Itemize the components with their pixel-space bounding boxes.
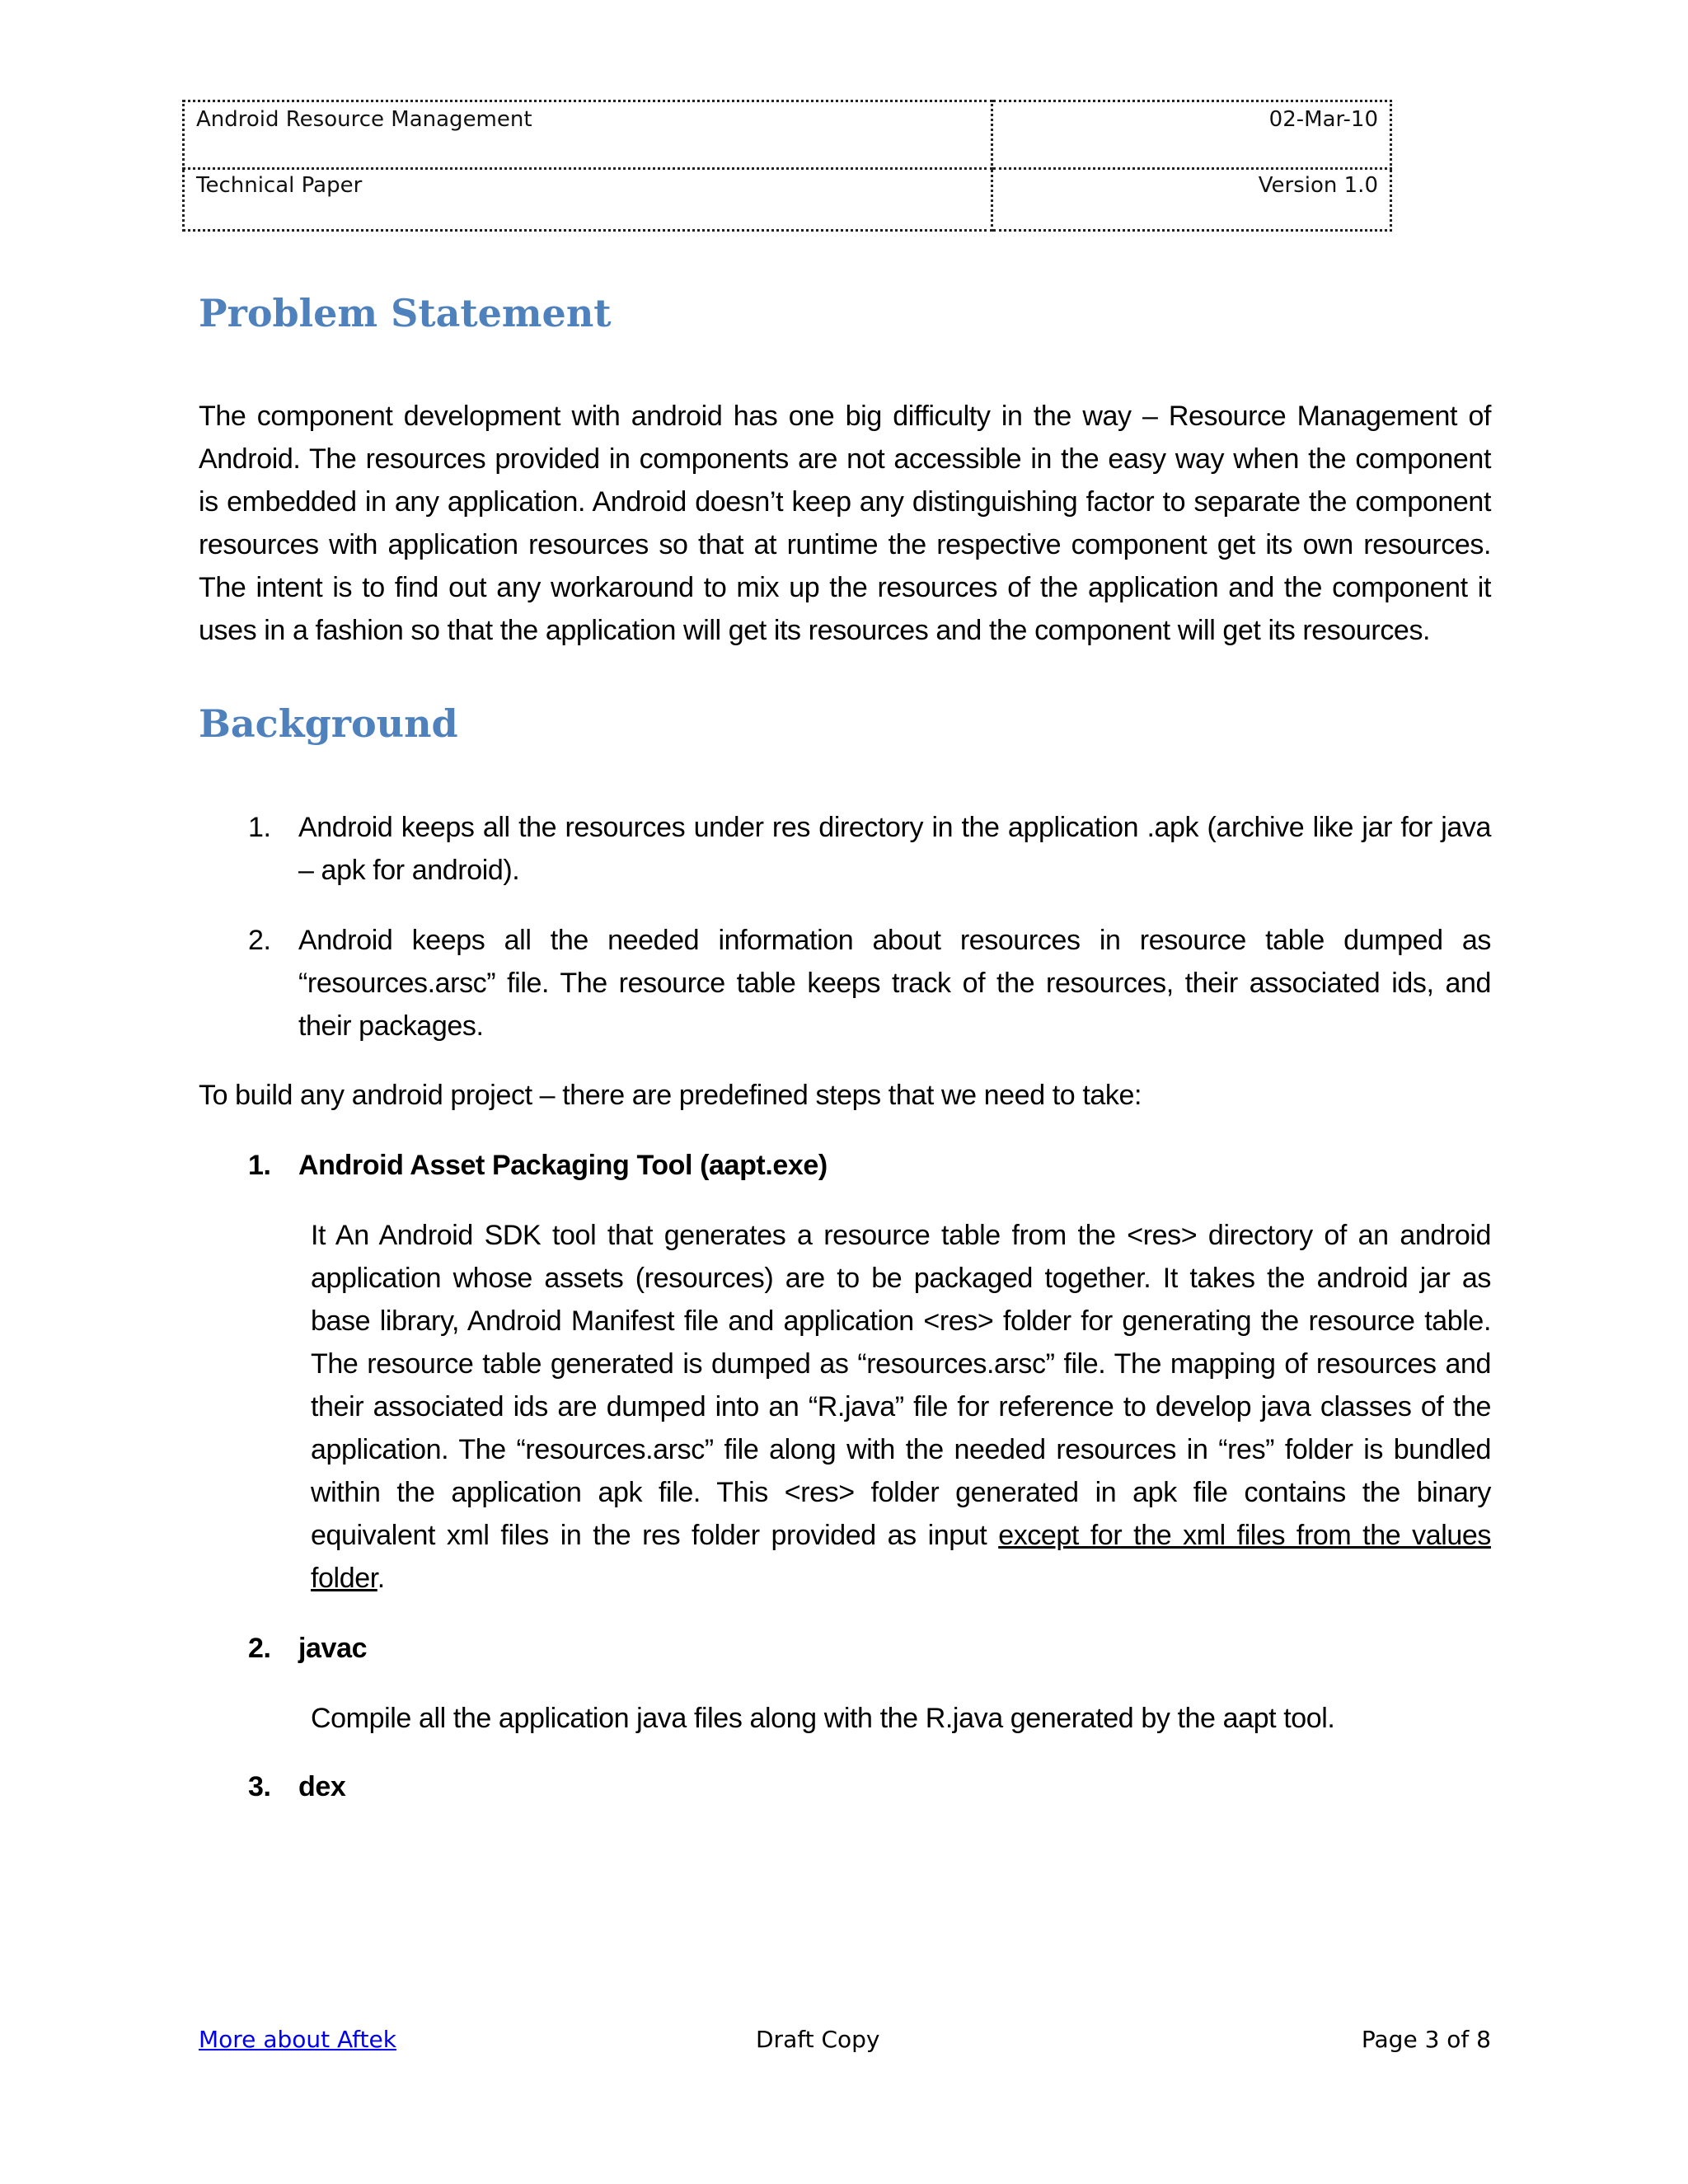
header-doc-type: Technical Paper	[184, 169, 992, 231]
step-title	[199, 1627, 1491, 1670]
list-item	[199, 806, 1491, 892]
document-header-table	[182, 100, 1392, 232]
step-title-text: Android Asset Packaging Tool (aapt.exe)	[298, 1150, 828, 1181]
step-number: 2.	[248, 1633, 271, 1664]
step-description	[199, 1214, 1491, 1600]
step-title-text: javac	[298, 1633, 368, 1664]
header-title: Android Resource Management	[184, 101, 992, 169]
step-title	[199, 1144, 1491, 1187]
footer-page-number: Page 3 of 8	[1361, 2026, 1491, 2053]
problem-statement-paragraph: The component development with android has one big difficulty in the way – Resource Management of Android. The resources provided in components are not accessible in the easy way when the component is embedded in any application. Android doesn’t keep any distinguishing factor to separate the component resources with application resources so that at runtime the respective component get its own resources. The intent is to find out any workaround to mix up the resources of the application and the component it uses in a fashion so that the application will get its resources and the component will get its resources.	[199, 401, 1491, 646]
list-item-number: 1.	[248, 812, 271, 843]
step-description-text: It An Android SDK tool that generates a resource table from the <res> directory of an android application whose assets (resources) are to be packaged together. It takes the android jar as base library, Android Manifest file and application <res> folder for generating the resource table. The resource table generated is dumped as “resources.arsc” file. The mapping of resources and their associated ids are dumped into an “R.java” file for reference to develop java classes of the application. The “resources.arsc” file along with the needed resources in “res” folder is bundled within the application apk file. This <res> folder generated in apk file contains the binary equivalent xml files in the res folder provided as input	[311, 1220, 1491, 1551]
list-item	[199, 919, 1491, 1047]
background-list	[199, 806, 1491, 1047]
build-steps-intro: To build any android project – there are predefined steps that we need to take:	[199, 1080, 1142, 1111]
list-item-text: Android keeps all the needed information about resources in resource table dumped as “resources.arsc” file. The resource table keeps track of the resources, their associated ids, and their packages.	[298, 925, 1491, 1042]
background-heading: Background	[199, 701, 458, 746]
more-about-aftek-link[interactable]: More about Aftek	[199, 2026, 396, 2053]
step-title-text: dex	[298, 1771, 346, 1802]
header-date: 02-Mar-10	[992, 101, 1391, 169]
list-item-text: Android keeps all the resources under res directory in the application .apk (archive like jar for java – apk for android).	[298, 812, 1491, 886]
header-version: Version 1.0	[992, 169, 1391, 231]
list-item-number: 2.	[248, 925, 271, 956]
step-number: 3.	[248, 1771, 271, 1802]
problem-statement-heading: Problem Statement	[199, 291, 612, 335]
underlined-phrase: except for the xml files from the values folder	[311, 1520, 1491, 1594]
step-description-text: Compile all the application java files along with the R.java generated by the aapt tool.	[311, 1703, 1335, 1734]
step-title	[199, 1765, 1491, 1808]
step-number: 1.	[248, 1150, 271, 1181]
step-description-end: .	[377, 1563, 385, 1594]
step-description	[199, 1697, 1491, 1740]
document-footer	[199, 2026, 1491, 2059]
document-body	[199, 288, 1491, 1808]
footer-draft-label: Draft Copy	[756, 2026, 880, 2053]
